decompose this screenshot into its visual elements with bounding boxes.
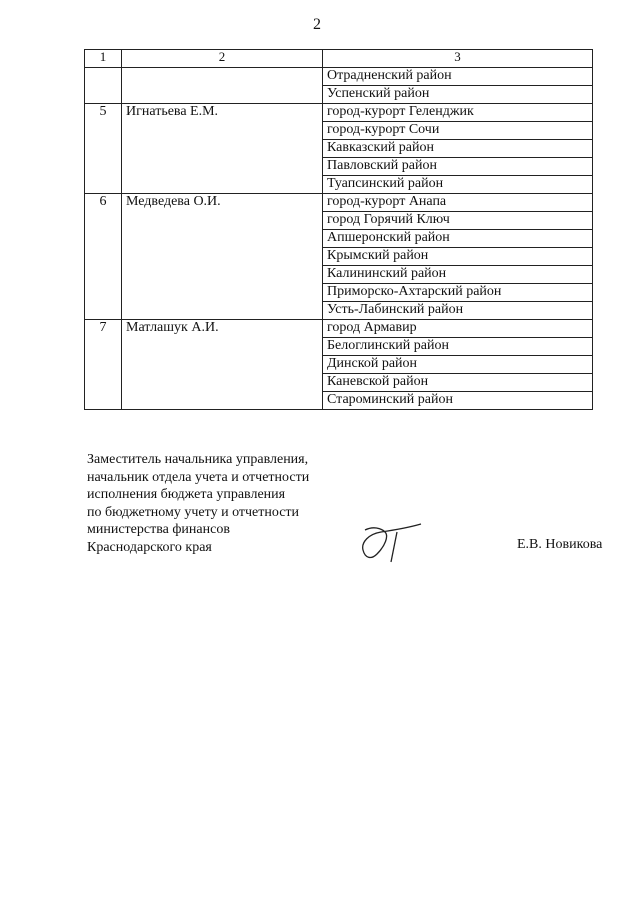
- signature-block: [87, 451, 309, 556]
- district-name: Успенский район: [323, 86, 593, 104]
- district-name: город-курорт Анапа: [323, 194, 593, 212]
- row-number: 5: [85, 104, 122, 194]
- column-header: 1: [85, 50, 122, 68]
- row-number: 7: [85, 320, 122, 410]
- responsible-person: Матлашук А.И.: [122, 320, 323, 410]
- district-name: город-курорт Сочи: [323, 122, 593, 140]
- district-name: Калининский район: [323, 266, 593, 284]
- table-row: [85, 194, 593, 212]
- handwritten-signature: [355, 518, 425, 568]
- row-number: 6: [85, 194, 122, 320]
- district-assignment-table: [84, 49, 593, 410]
- responsible-person: Игнатьева Е.М.: [122, 104, 323, 194]
- signatory-title-line: Краснодарского края: [87, 539, 212, 555]
- district-name: Приморско-Ахтарский район: [323, 284, 593, 302]
- district-name: Павловский район: [323, 158, 593, 176]
- table-row: [85, 320, 593, 338]
- district-name: город Горячий Ключ: [323, 212, 593, 230]
- table-row: [85, 104, 593, 122]
- district-name: Отрадненский район: [323, 68, 593, 86]
- signatory-title-line: исполнения бюджета управления: [87, 487, 286, 502]
- column-header: 3: [323, 50, 593, 68]
- column-header: 2: [122, 50, 323, 68]
- table-row: [85, 68, 593, 86]
- signatory-title-line: министерства финансов: [87, 522, 230, 537]
- district-name: Крымский район: [323, 248, 593, 266]
- district-name: Каневской район: [323, 374, 593, 392]
- signer-name: Е.В. Новикова: [517, 537, 603, 552]
- district-name: Туапсинский район: [323, 176, 593, 194]
- district-name: Динской район: [323, 356, 593, 374]
- district-name: Апшеронский район: [323, 230, 593, 248]
- responsible-person: Медведева О.И.: [122, 194, 323, 320]
- district-name: Усть-Лабинский район: [323, 302, 593, 320]
- page-number: 2: [313, 16, 321, 33]
- district-name: город-курорт Геленджик: [323, 104, 593, 122]
- district-name: Белоглинский район: [323, 338, 593, 356]
- signatory-title-line: начальник отдела учета и отчетности: [87, 469, 310, 485]
- district-name: город Армавир: [323, 320, 593, 338]
- district-name: Кавказский район: [323, 140, 593, 158]
- signatory-title-line: по бюджетному учету и отчетности: [87, 504, 300, 520]
- row-number: [85, 68, 122, 104]
- responsible-person: [122, 68, 323, 104]
- district-name: Староминский район: [323, 392, 593, 410]
- table-header-row: [85, 50, 593, 68]
- signatory-title-line: Заместитель начальника управления,: [87, 452, 309, 467]
